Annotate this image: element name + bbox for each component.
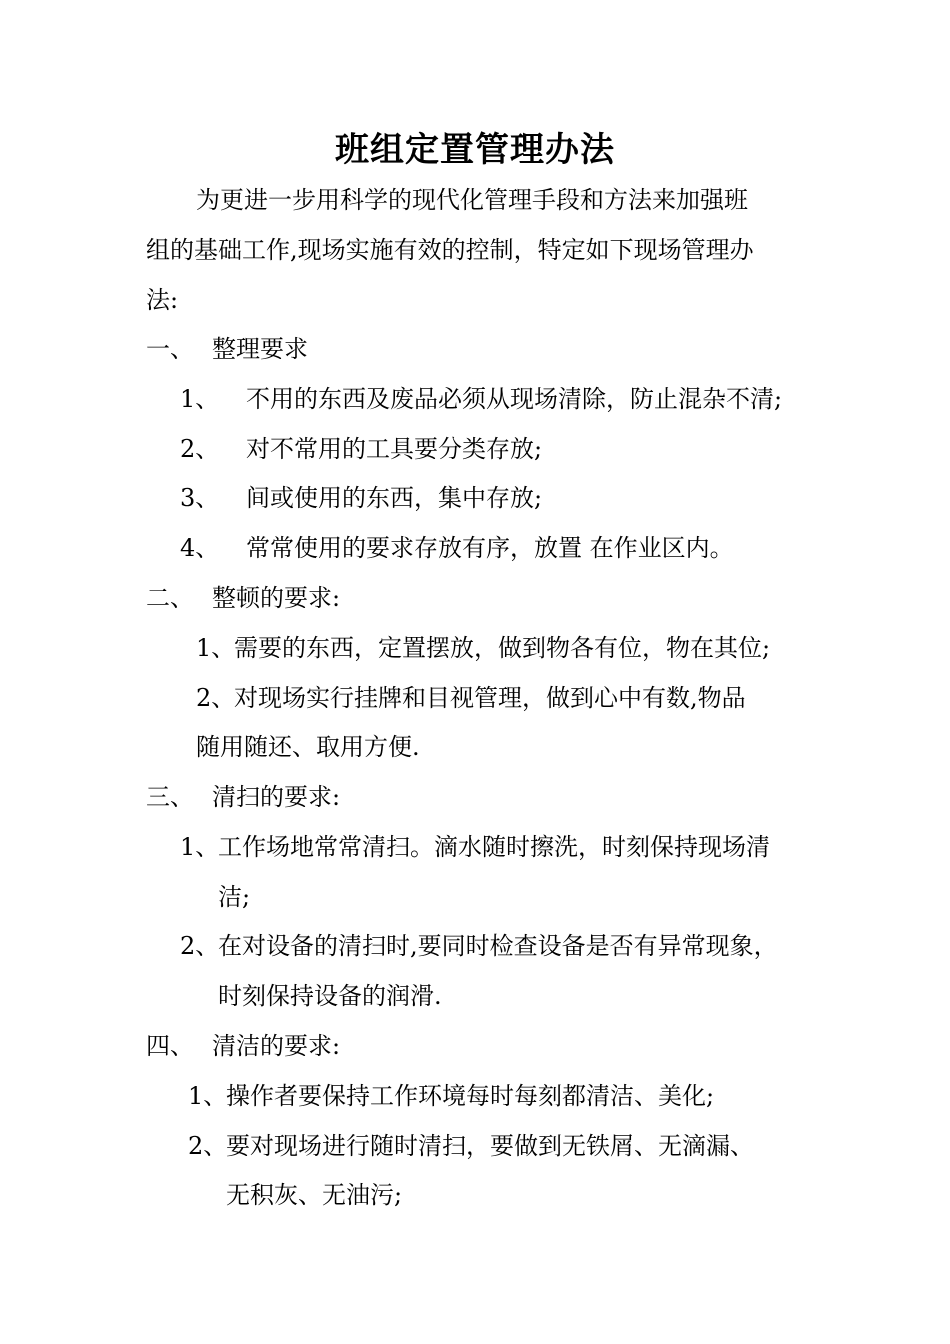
item-text: 需要的东西，定置摆放，做到物各有位，物在其位;: [234, 634, 771, 662]
item-text: 随用随还、取用方便.: [196, 733, 420, 761]
item-number: 2、: [180, 932, 220, 960]
item-text: 要对现场进行随时清扫，要做到无铁屑、无滴漏、: [226, 1132, 754, 1160]
document-title: 班组定置管理办法: [335, 130, 615, 170]
item-number: 1、: [180, 385, 220, 413]
item-text: 无积灰、无油污;: [226, 1181, 403, 1209]
item-number: 1、: [188, 1082, 228, 1110]
item-text: 工作场地常常清扫。滴水随时擦洗，时刻保持现场清: [218, 833, 770, 861]
section-number: 二、: [146, 584, 194, 612]
item-text: 对现场实行挂牌和目视管理，做到心中有数,物品: [234, 684, 746, 712]
item-text: 洁;: [218, 883, 251, 911]
item-number: 2、: [196, 684, 236, 712]
item-number: 4、: [180, 534, 220, 562]
item-text: 对不常用的工具要分类存放;: [246, 435, 543, 463]
item-number: 3、: [180, 484, 220, 512]
intro-line: 组的基础工作,现场实施有效的控制，特定如下现场管理办: [146, 236, 754, 264]
section-heading: 整顿的要求:: [212, 584, 341, 612]
intro-line: 法:: [146, 286, 179, 314]
item-text: 操作者要保持工作环境每时每刻都清洁、美化;: [226, 1082, 715, 1110]
item-number: 2、: [188, 1132, 228, 1160]
section-number: 三、: [146, 783, 194, 811]
section-heading: 清洁的要求:: [212, 1032, 341, 1060]
section-number: 一、: [146, 335, 194, 363]
section-heading: 清扫的要求:: [212, 783, 341, 811]
item-text: 在对设备的清扫时,要同时检查设备是否有异常现象，: [218, 932, 778, 960]
section-number: 四、: [146, 1032, 194, 1060]
item-number: 1、: [196, 634, 236, 662]
item-text: 间或使用的东西，集中存放;: [246, 484, 543, 512]
section-heading: 整理要求: [212, 335, 308, 363]
item-number: 2、: [180, 435, 220, 463]
item-text: 不用的东西及废品必须从现场清除，防止混杂不清;: [246, 385, 783, 413]
intro-line: 为更进一步用科学的现代化管理手段和方法来加强班: [196, 186, 748, 214]
item-number: 1、: [180, 833, 220, 861]
item-text: 常常使用的要求存放有序，放置 在作业区内。: [246, 534, 734, 562]
item-text: 时刻保持设备的润滑.: [218, 982, 442, 1010]
